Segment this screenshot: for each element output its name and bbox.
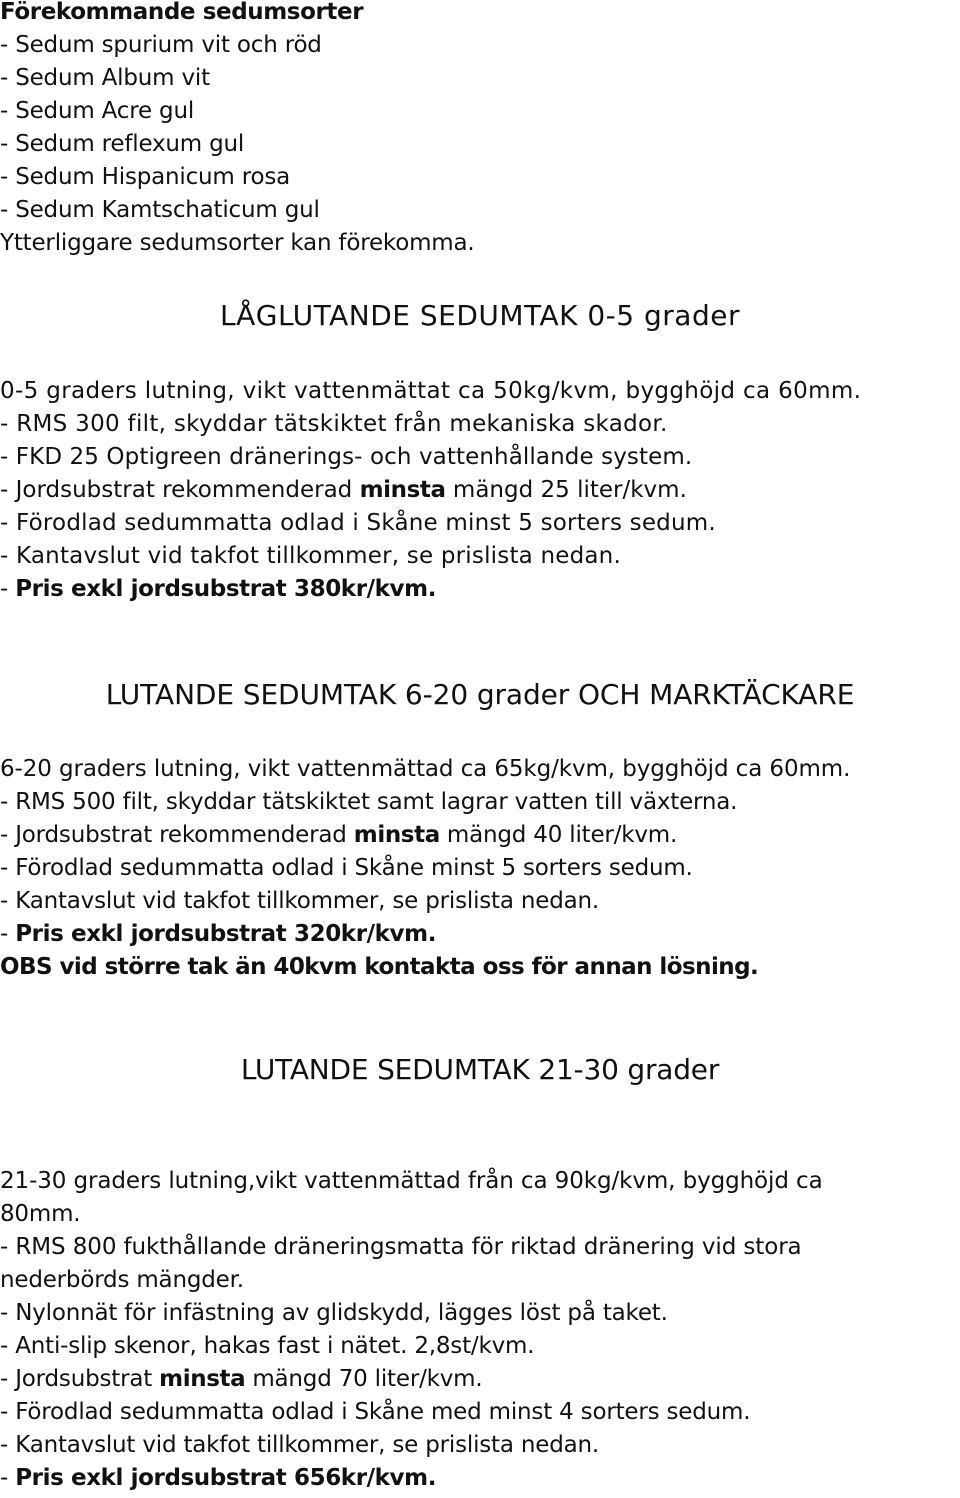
section3-line: - Nylonnät för infästning av glidskydd, lägges löst på taket. [0, 1300, 668, 1326]
section1-line: - RMS 300 filt, skyddar tätskiktet från mekaniska skador. [0, 411, 668, 437]
substrate-text: - Jordsubstrat [0, 1366, 160, 1392]
section3-line: nederbörds mängder. [0, 1267, 244, 1293]
section1-line: - Kantavslut vid takfot tillkommer, se prislista nedan. [0, 543, 621, 569]
section3-substrate-line [0, 1363, 482, 1396]
substrate-text: - Jordsubstrat rekommenderad [0, 822, 354, 848]
substrate-text: mängd 70 liter/kvm. [245, 1366, 483, 1392]
section3-line: - Kantavslut vid takfot tillkommer, se prislista nedan. [0, 1432, 599, 1458]
section3-line: - RMS 800 fukthållande dräneringsmatta för riktad dränering vid stora [0, 1234, 802, 1260]
section2-obs-note: OBS vid större tak än 40kvm kontakta oss för annan lösning. [0, 954, 759, 980]
section2-substrate-line [0, 819, 677, 852]
variety-item: - Sedum Acre gul [0, 98, 195, 124]
variety-item: - Sedum spurium vit och röd [0, 32, 322, 58]
price-dash: - [0, 1465, 16, 1491]
section1-heading: LÅGLUTANDE SEDUMTAK 0-5 grader [220, 299, 740, 332]
price-text: Pris exkl jordsubstrat 320kr/kvm. [15, 921, 437, 947]
substrate-text: - Jordsubstrat rekommenderad [0, 477, 360, 503]
section1-line: - Förodlad sedummatta odlad i Skåne minst 5 sorters sedum. [0, 510, 716, 536]
section2-price-line [0, 918, 436, 951]
section2-line: - Förodlad sedummatta odlad i Skåne minst 5 sorters sedum. [0, 855, 693, 881]
substrate-emphasis: minsta [159, 1366, 246, 1392]
price-dash: - [0, 921, 16, 947]
variety-item: - Sedum Kamtschaticum gul [0, 197, 320, 223]
substrate-text: mängd 25 liter/kvm. [445, 477, 687, 503]
intro-title: Förekommande sedumsorter [0, 0, 364, 25]
section1-line: 0-5 graders lutning, vikt vattenmättat ca 50kg/kvm, bygghöjd ca 60mm. [0, 378, 862, 404]
variety-item: - Sedum Hispanicum rosa [0, 164, 291, 190]
section1-line: - FKD 25 Optigreen dränerings- och vattenhållande system. [0, 444, 693, 470]
section2-line: - Kantavslut vid takfot tillkommer, se prislista nedan. [0, 888, 599, 914]
section2-line: 6-20 graders lutning, vikt vattenmättad ca 65kg/kvm, bygghöjd ca 60mm. [0, 756, 851, 782]
section2-heading: LUTANDE SEDUMTAK 6-20 grader OCH MARKTÄCKARE [105, 678, 855, 711]
section3-price-line [0, 1462, 436, 1495]
section3-line: 21-30 graders lutning,vikt vattenmättad från ca 90kg/kvm, bygghöjd ca [0, 1168, 823, 1194]
variety-item: - Sedum reflexum gul [0, 131, 245, 157]
substrate-emphasis: minsta [353, 822, 440, 848]
price-text: Pris exkl jordsubstrat 656kr/kvm. [15, 1465, 437, 1491]
section1-substrate-line [0, 474, 687, 507]
section3-line: - Förodlad sedummatta odlad i Skåne med minst 4 sorters sedum. [0, 1399, 751, 1425]
section3-line: 80mm. [0, 1201, 81, 1227]
substrate-text: mängd 40 liter/kvm. [439, 822, 678, 848]
price-dash: - [0, 576, 16, 602]
substrate-emphasis: minsta [359, 477, 446, 503]
section3-line: - Anti-slip skenor, hakas fast i nätet. 2,8st/kvm. [0, 1333, 535, 1359]
variety-item: - Sedum Album vit [0, 65, 210, 91]
price-text: Pris exkl jordsubstrat 380kr/kvm. [15, 576, 437, 602]
intro-note: Ytterliggare sedumsorter kan förekomma. [0, 230, 475, 256]
section1-price-line [0, 573, 436, 606]
section3-heading: LUTANDE SEDUMTAK 21-30 grader [240, 1053, 720, 1086]
section2-line: - RMS 500 filt, skyddar tätskiktet samt lagrar vatten till växterna. [0, 789, 738, 815]
